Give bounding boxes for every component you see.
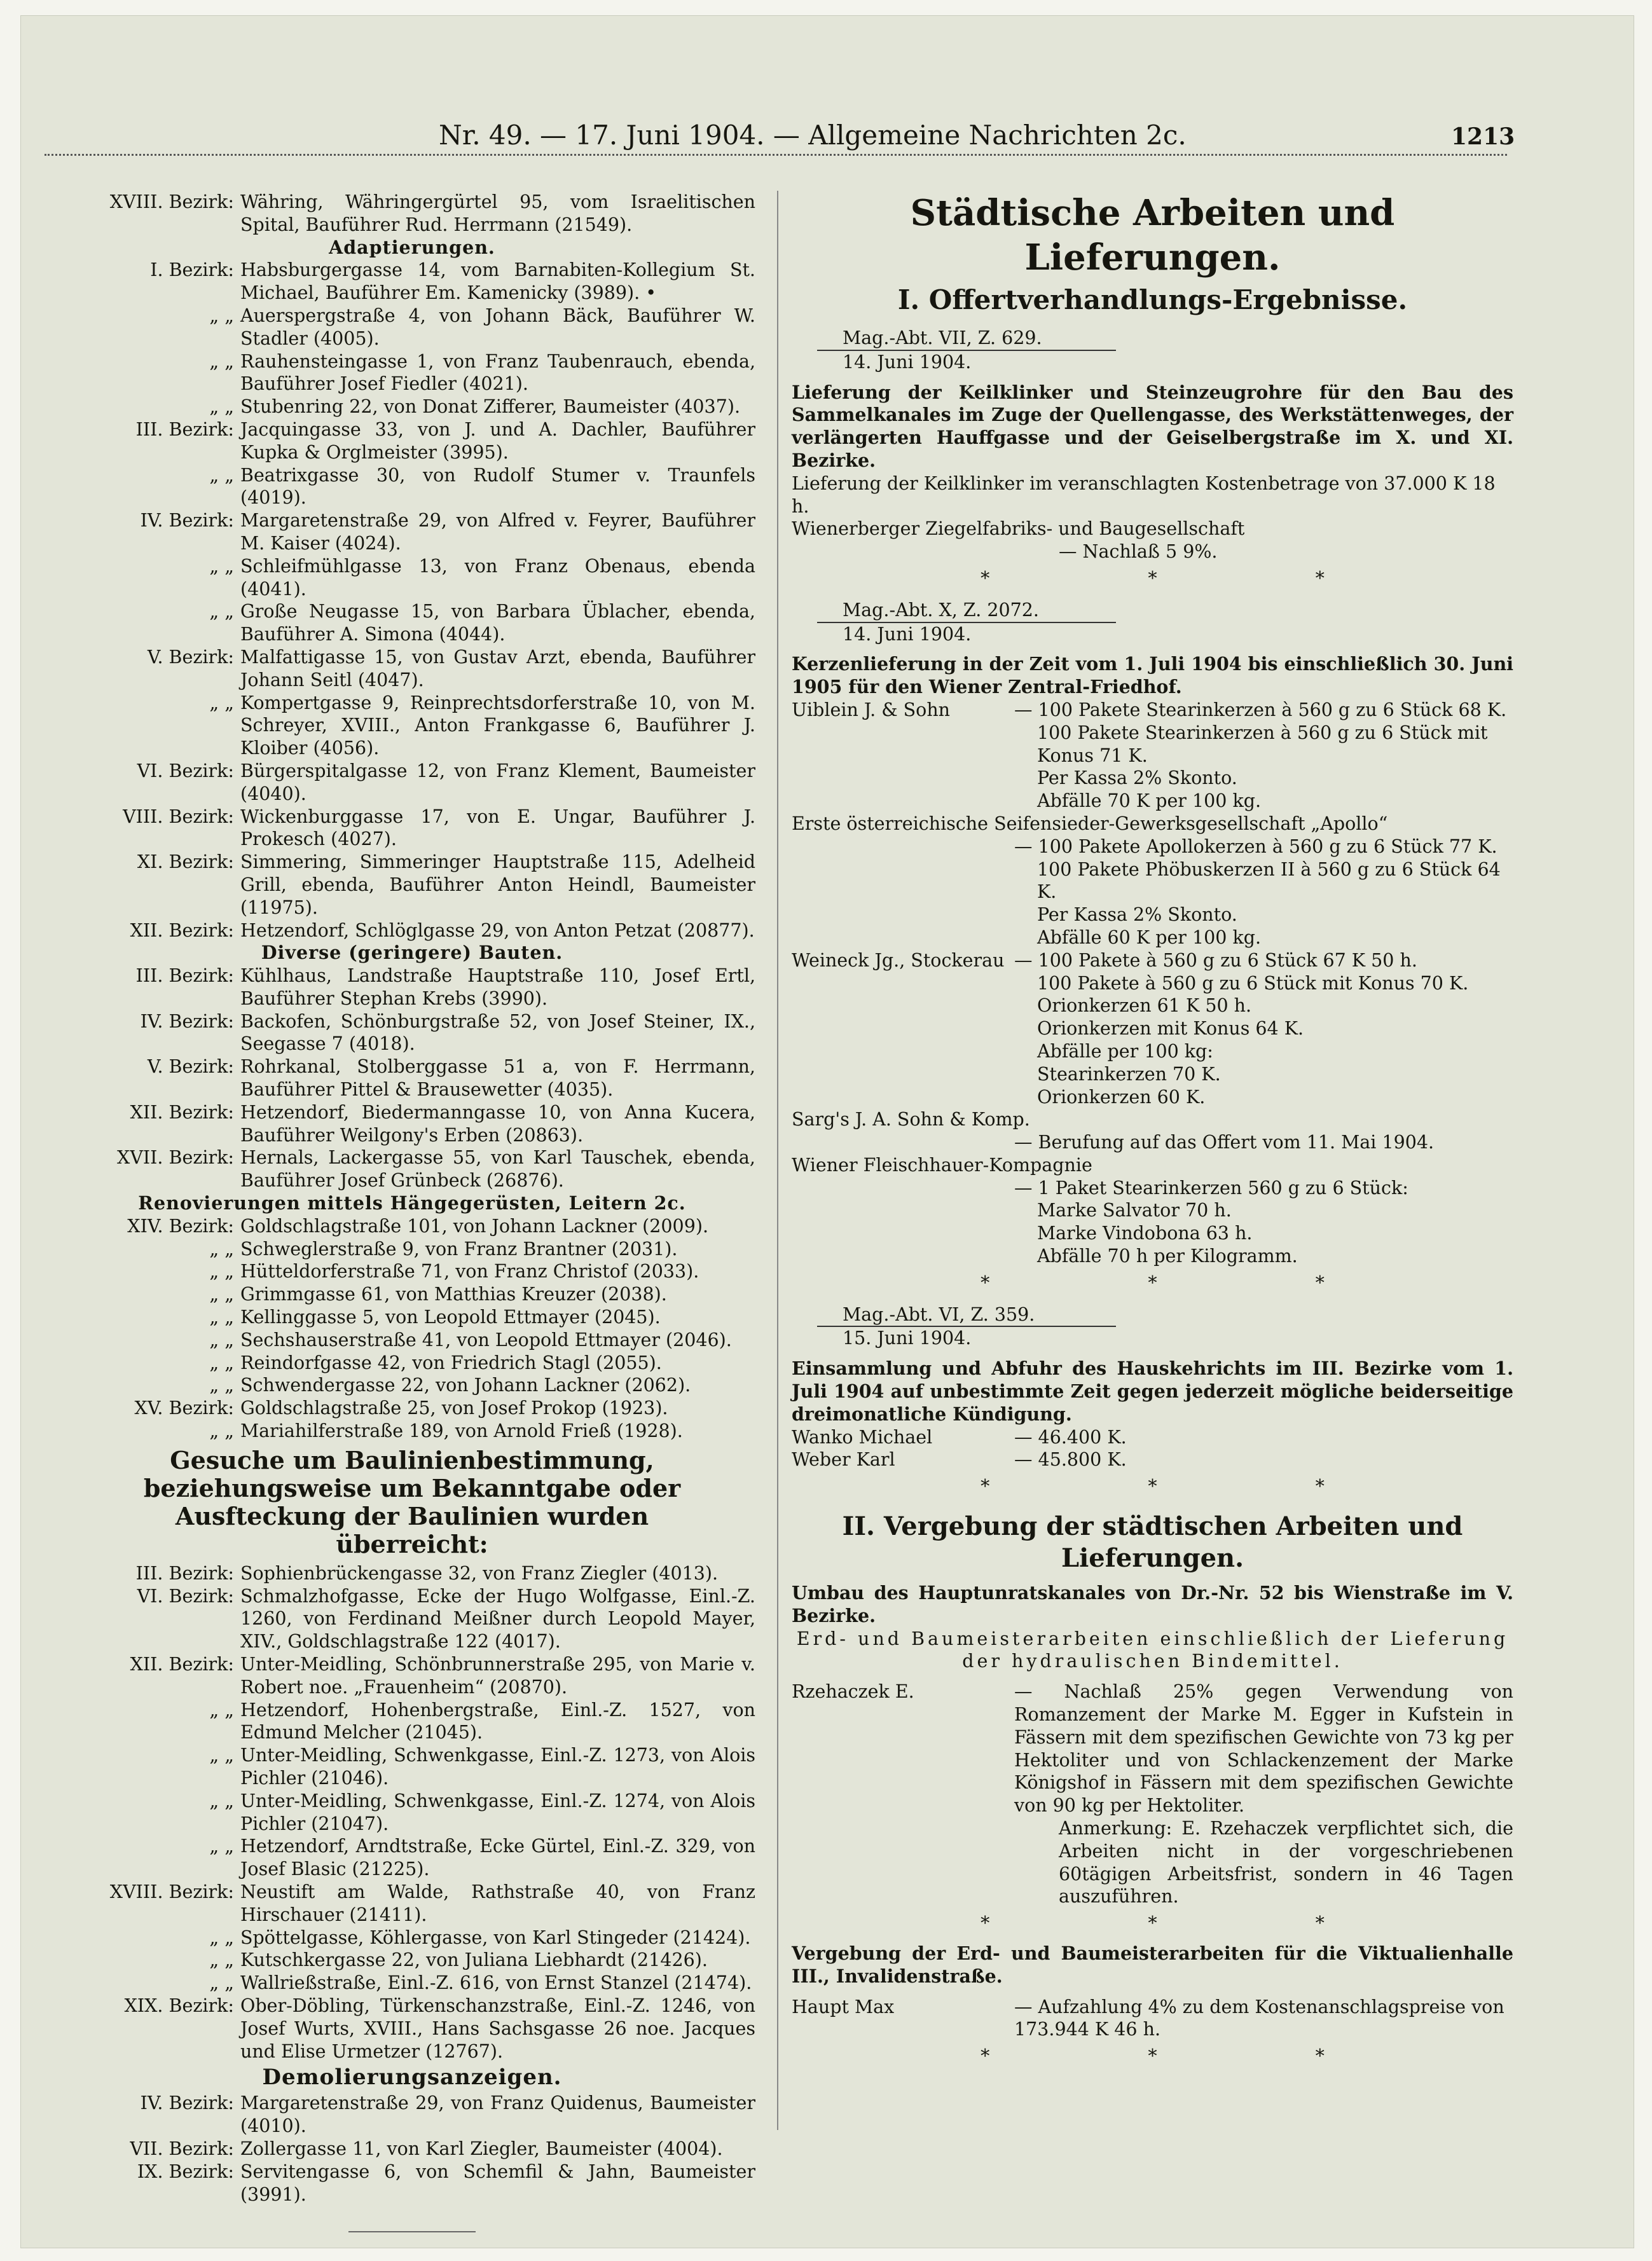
district-label: IV. Bezirk:	[140, 1010, 234, 1032]
page-header	[0, 108, 1652, 165]
offer-line: 100 Pakete Phöbuskerzen II à 560 g zu 6 Stück 64 K.	[1037, 858, 1501, 903]
bidder-name: Rzehaczek E.	[792, 1681, 914, 1703]
district-entry	[69, 1329, 755, 1352]
district-entry	[69, 646, 755, 692]
bidder-offer	[1014, 699, 1513, 813]
district-entry	[69, 259, 755, 305]
district-label: V. Bezirk:	[147, 1056, 234, 1078]
offer-line: — 100 Pakete Stearinkerzen à 560 g zu 6 Stück 68 K.	[1014, 699, 1507, 720]
entry-text: Kutschkergasse 22, von Juliana Liebhardt (21426).	[240, 1949, 708, 1971]
district-label: „ „	[209, 555, 234, 577]
adaptierungen-heading: Adaptierungen.	[329, 236, 495, 258]
district-entry	[69, 1238, 755, 1261]
district-label: „ „	[209, 350, 234, 372]
district-label: VI. Bezirk:	[137, 1585, 234, 1607]
district-entry	[69, 1260, 755, 1283]
section-1-heading: I. Offertverhandlungs-Ergebnisse.	[897, 284, 1408, 315]
district-entry	[69, 760, 755, 806]
offer-line: — Berufung auf das Offert vom 11. Mai 1904.	[1014, 1132, 1435, 1153]
district-label: „ „	[209, 305, 234, 326]
district-label: „ „	[209, 1745, 234, 1766]
district-label: XIX. Bezirk:	[124, 1995, 234, 2016]
adaptierungen-list	[69, 259, 755, 942]
offer-line: Stearinkerzen 70 K.	[1037, 1063, 1221, 1085]
bidder-name: Wanko Michael	[792, 1426, 933, 1448]
block-1-line: Lieferung der Keilklinker im veranschlagten Kostenbetrage von 37.000 K 18 h.	[792, 472, 1496, 517]
column-divider	[777, 191, 778, 2130]
offer-line: Abfälle 60 K per 100 kg.	[1037, 926, 1262, 948]
left-column	[69, 191, 755, 2232]
header-rule	[45, 154, 1507, 156]
district-entry	[69, 692, 755, 760]
district-entry	[69, 1699, 755, 1745]
offer-line: Per Kassa 2% Skonto.	[1037, 767, 1237, 789]
entry-text: Goldschlagstraße 25, von Josef Prokop (1923).	[240, 1398, 668, 1419]
separator-stars: * * *	[981, 567, 1401, 589]
district-label: „ „	[209, 1927, 234, 1948]
district-entry	[69, 1927, 755, 1949]
district-entry	[69, 1995, 755, 2063]
district-entry	[69, 1101, 755, 1147]
district-label: III. Bezirk:	[135, 1562, 234, 1584]
bidder-name: Weineck Jg., Stockerau	[792, 949, 1005, 971]
bidder-offer: — Aufzahlung 4% zu dem Kostenanschlagspreise von 173.944 K 46 h.	[1014, 1996, 1504, 2040]
entry-text: Wickenburggasse 17, von E. Ungar, Bauführer J. Prokesch (4027).	[240, 806, 755, 850]
end-rule	[348, 2231, 476, 2232]
bidder-offer	[792, 1131, 1513, 1154]
separator-stars: * * *	[981, 1272, 1401, 1293]
bidder-name: Sarg's J. A. Sohn & Komp.	[792, 1109, 1030, 1130]
offer-line: 100 Pakete Stearinkerzen à 560 g zu 6 Stück mit Konus 71 K.	[1037, 722, 1488, 766]
bidder-name: Wiener Fleischhauer-Kompagnie	[792, 1154, 1092, 1176]
district-label: XI. Bezirk:	[137, 851, 234, 873]
district-entry	[69, 191, 755, 237]
offer-row	[792, 1996, 1513, 2042]
bidder-offer: — 46.400 K.	[1014, 1426, 1127, 1448]
district-entry	[69, 851, 755, 919]
district-label: „ „	[209, 601, 234, 622]
entry-text: Große Neugasse 15, von Barbara Üblacher, ebenda, Bauführer A. Simona (4044).	[240, 601, 755, 645]
entry-text: Servitengasse 6, von Schemfil & Jahn, Baumeister (3991).	[240, 2161, 755, 2205]
district-entry	[69, 1420, 755, 1443]
district-label: „ „	[209, 1949, 234, 1971]
entry-text: Hütteldorferstraße 71, von Franz Christof (2033).	[240, 1261, 699, 1282]
district-entry	[69, 1352, 755, 1375]
block-5	[792, 1942, 1513, 2068]
district-label: „ „	[209, 1261, 234, 1282]
offer-line: 100 Pakete à 560 g zu 6 Stück mit Konus 70 K.	[1037, 972, 1469, 994]
block-2-subject: Kerzenlieferung in der Zeit vom 1. Juli 1904 bis einschließlich 30. Juni 1905 für den Wiener Zentral-Friedhof.	[792, 653, 1513, 698]
block-1	[792, 327, 1513, 590]
district-entry	[69, 1283, 755, 1306]
offer-line: Abfälle 70 K per 100 kg.	[1037, 790, 1262, 812]
district-entry	[69, 1374, 755, 1397]
offer-line: Per Kassa 2% Skonto.	[1037, 904, 1237, 926]
entry-text: Hetzendorf, Schlöglgasse 29, von Anton Petzat (20877).	[240, 919, 755, 941]
district-entry	[69, 1215, 755, 1238]
district-entry	[69, 2138, 755, 2161]
entry-text: Goldschlagstraße 101, von Johann Lackner (2009).	[240, 1215, 709, 1237]
block-4-subject: Umbau des Hauptunratskanales von Dr.-Nr. 52 bis Wienstraße im V. Bezirke.	[792, 1582, 1513, 1626]
renovierungen-list	[69, 1215, 755, 1443]
entry-text: Schweglerstraße 9, von Franz Brantner (2031).	[240, 1238, 678, 1260]
bidder-offer	[1014, 949, 1513, 1109]
district-label: „ „	[209, 1329, 234, 1350]
entry-text: Backofen, Schönburgstraße 52, von Josef Steiner, IX., Seegasse 7 (4018).	[240, 1010, 755, 1055]
offer-line: — 1 Paket Stearinkerzen 560 g zu 6 Stück:	[1014, 1177, 1408, 1199]
offer-row	[792, 1448, 1513, 1471]
bidder-name: Haupt Max	[792, 1996, 895, 2017]
district-label: VII. Bezirk:	[130, 2138, 234, 2159]
bidder-offer	[792, 1177, 1513, 1268]
entry-text: Hetzendorf, Biedermanngasse 10, von Anna Kucera, Bauführer Weilgony's Erben (20863).	[240, 1101, 755, 1146]
district-entry	[69, 1562, 755, 1585]
district-entry	[69, 1397, 755, 1420]
separator-stars: * * *	[981, 1476, 1401, 1497]
district-label: „ „	[209, 1420, 234, 1442]
block-1-firm: Wienerberger Ziegelfabriks- und Baugesellschaft	[792, 518, 1245, 540]
district-label: XVIII. Bezirk:	[109, 191, 234, 212]
block-1-firm-value: — Nachlaß 5 9%.	[1059, 541, 1218, 563]
district-entry	[69, 1744, 755, 1790]
district-label: „ „	[209, 1972, 234, 1994]
bidder-offer	[792, 835, 1513, 949]
district-label: XII. Bezirk:	[130, 1101, 234, 1123]
district-entry	[69, 418, 755, 464]
district-entry	[69, 1146, 755, 1192]
district-label: XV. Bezirk:	[134, 1398, 234, 1419]
entry-text: Schleifmühlgasse 13, von Franz Obenaus, ebenda (4041).	[240, 555, 755, 600]
block-1-ref: Mag.-Abt. VII, Z. 629.	[817, 327, 1116, 351]
district-label: „ „	[209, 1836, 234, 1857]
district-label: „ „	[209, 1790, 234, 1811]
offer-line: — 100 Pakete Apollokerzen à 560 g zu 6 Stück 77 K.	[1014, 835, 1497, 857]
entry-text: Simmering, Simmeringer Hauptstraße 115, Adelheid Grill, ebenda, Bauführer Anton Heindl, Baumeister (11975).	[240, 851, 755, 918]
bidder-name: Weber Karl	[792, 1449, 895, 1471]
offer-line: Orionkerzen 60 K.	[1037, 1086, 1206, 1108]
diverse-list	[69, 965, 755, 1192]
offer-line: Orionkerzen 61 K 50 h.	[1037, 995, 1252, 1017]
district-label: VIII. Bezirk:	[123, 806, 234, 827]
district-entry	[69, 806, 755, 851]
district-label: III. Bezirk:	[135, 418, 234, 440]
district-label: IX. Bezirk:	[137, 2161, 234, 2182]
offer-line: Orionkerzen mit Konus 64 K.	[1037, 1018, 1304, 1040]
block-3-date: 15. Juni 1904.	[843, 1328, 972, 1349]
district-entry	[69, 1949, 755, 1972]
entry-text: Sechshauserstraße 41, von Leopold Ettmayer (2046).	[240, 1329, 732, 1350]
block-4-note: Anmerkung: E. Rzehaczek verpflichtet sich, die Arbeiten nicht in der vorgeschriebenen 60tägigen Arbeitsfrist, sondern in 46 Tagen auszuführen.	[1059, 1818, 1513, 1907]
entry-text: Margaretenstraße 29, von Alfred v. Feyrer, Bauführer M. Kaiser (4024).	[240, 510, 755, 554]
entry-text: Auerspergstraße 4, von Johann Bäck, Bauführer W. Stadler (4005).	[240, 305, 755, 349]
district-label: „ „	[209, 692, 234, 713]
entry-text: Margaretenstraße 29, von Franz Quidenus, Baumeister (4010).	[240, 2093, 755, 2137]
district-entry	[69, 1055, 755, 1101]
entry-text: Ober-Döbling, Türkenschanzstraße, Einl.-Z. 1246, von Josef Wurts, XVIII., Hans Sachsgasse 26 noe. Jacques und Elise Urmetzer (12767).	[240, 1995, 755, 2062]
district-label: I. Bezirk:	[150, 259, 234, 281]
block-3-ref: Mag.-Abt. VI, Z. 359.	[817, 1303, 1116, 1328]
bidder-name: Uiblein J. & Sohn	[792, 699, 951, 720]
district-entry	[69, 1972, 755, 1995]
entry-text: Spöttelgasse, Köhlergasse, von Karl Stingeder (21424).	[240, 1927, 751, 1948]
entry-text: Hetzendorf, Hohenbergstraße, Einl.-Z. 1527, von Edmund Melcher (21045).	[240, 1699, 755, 1743]
demolierung-list	[69, 2092, 755, 2206]
bidder-offer: — 45.800 K.	[1014, 1449, 1127, 1471]
entry-text: Neustift am Walde, Rathstraße 40, von Franz Hirschauer (21411).	[240, 1881, 755, 1925]
offer-line: Abfälle 70 h per Kilogramm.	[1037, 1246, 1298, 1267]
district-label: IV. Bezirk:	[140, 2093, 234, 2114]
district-entry	[69, 305, 755, 350]
block-4	[792, 1582, 1513, 1935]
top-entries	[69, 191, 755, 237]
district-label: XVIII. Bezirk:	[109, 1881, 234, 1902]
district-entry	[69, 1835, 755, 1881]
separator-stars: * * *	[981, 1913, 1401, 1934]
entry-text: Hetzendorf, Arndtstraße, Ecke Gürtel, Einl.-Z. 329, von Josef Blasic (21225).	[240, 1836, 755, 1880]
district-label: „ „	[209, 1352, 234, 1373]
entry-text: Bürgerspitalgasse 12, von Franz Klement, Baumeister (4040).	[240, 760, 755, 804]
demolierung-heading: Demolierungsanzeigen.	[262, 2065, 562, 2091]
district-entry	[69, 2161, 755, 2206]
section-2-heading: II. Vergebung der städtischen Arbeiten und Lieferungen.	[842, 1511, 1463, 1574]
district-entry	[69, 1585, 755, 1653]
district-label: „ „	[209, 1699, 234, 1721]
right-column	[792, 191, 1513, 2072]
entry-text: Unter-Meidling, Schwenkgasse, Einl.-Z. 1274, von Alois Pichler (21047).	[240, 1790, 755, 1834]
district-entry	[69, 1790, 755, 1836]
entry-text: Stubenring 22, von Donat Zifferer, Baumeister (4037).	[240, 396, 741, 418]
entry-text: Schwendergasse 22, von Johann Lackner (2062).	[240, 1375, 691, 1396]
entry-text: Unter-Meidling, Schwenkgasse, Einl.-Z. 1273, von Alois Pichler (21046).	[240, 1745, 755, 1789]
offer-line: — 100 Pakete à 560 g zu 6 Stück 67 K 50 h.	[1014, 949, 1417, 971]
district-label: „ „	[209, 1375, 234, 1396]
offer-row	[792, 1680, 1513, 1817]
entry-text: Malfattigasse 15, von Gustav Arzt, ebenda, Bauführer Johann Seitl (4047).	[240, 646, 755, 691]
offer-row	[792, 949, 1513, 1109]
running-title: Nr. 49. — 17. Juni 1904. — Allgemeine Nachrichten 2c.	[439, 120, 1187, 151]
offer-line: Marke Vindobona 63 h.	[1037, 1223, 1253, 1244]
district-label: „ „	[209, 1238, 234, 1260]
block-3-subject: Einsammlung und Abfuhr des Hauskehrichts im III. Bezirke vom 1. Juli 1904 auf unbestimmte Zeit gegen jederzeit mögliche beiderseitige dreimonatliche Kündigung.	[792, 1357, 1513, 1425]
block-1-subject: Lieferung der Keilklinker und Steinzeugrohre für den Bau des Sammelkanales im Zuge der Quellengasse, des Werkstättenweges, der verlängerten Hauffgasse und der Geiselbergstraße im X. und XI. Bezirke.	[792, 381, 1513, 471]
entry-text: Mariahilferstraße 189, von Arnold Frieß (1928).	[240, 1420, 683, 1442]
district-label: IV. Bezirk:	[140, 510, 234, 532]
district-label: V. Bezirk:	[147, 646, 234, 668]
entry-text: Rohrkanal, Stolberggasse 51 a, von F. Herrmann, Bauführer Pittel & Brausewetter (4035).	[240, 1056, 755, 1101]
entry-text: Währing, Währingergürtel 95, vom Israelitischen Spital, Bauführer Rud. Herrmann (21549).	[240, 191, 755, 235]
offer-row	[792, 1426, 1513, 1449]
district-entry	[69, 1306, 755, 1329]
separator-stars: * * *	[981, 2045, 1401, 2067]
block-5-subject: Vergebung der Erd- und Baumeisterarbeiten für die Viktualienhalle III., Invalidenstraße.	[792, 1942, 1513, 1987]
district-label: XII. Bezirk:	[130, 919, 234, 941]
district-label: III. Bezirk:	[135, 965, 234, 987]
district-entry	[69, 350, 755, 396]
gesuche-heading: Gesuche um Baulinienbestimmung, beziehungsweise um Bekanntgabe oder Ausfteckung der Baulinien wurden überreicht:	[143, 1445, 681, 1558]
entry-text: Hernals, Lackergasse 55, von Karl Tauschek, ebenda, Bauführer Josef Grünbeck (26876).	[240, 1147, 755, 1192]
district-entry	[69, 1653, 755, 1699]
entry-text: Zollergasse 11, von Karl Ziegler, Baumeister (4004).	[240, 2138, 723, 2159]
bidder-offer: — Nachlaß 25% gegen Verwendung von Romanzement der Marke M. Egger in Kufstein in Fässern mit dem spezifischen Gewichte von 73 kg per Hektoliter und von Schlackenzement der Marke Königshof in Fässern mit dem spezifischen Gewichte von 90 kg per Hektoliter.	[1014, 1681, 1513, 1817]
entry-text: Schmalzhofgasse, Ecke der Hugo Wolfgasse, Einl.-Z. 1260, von Ferdinand Meißner durch Leopold Mayer, XIV., Goldschlagstraße 122 (4017).	[240, 1585, 755, 1653]
district-entry	[69, 2092, 755, 2138]
district-label: XII. Bezirk:	[130, 1654, 234, 1675]
entry-text: Sophienbrückengasse 32, von Franz Ziegler (4013).	[240, 1562, 719, 1584]
entry-text: Rauhensteingasse 1, von Franz Taubenrauch, ebenda, Bauführer Josef Fiedler (4021).	[240, 350, 755, 395]
gesuche-list	[69, 1562, 755, 2063]
block-1-date: 14. Juni 1904.	[843, 351, 972, 373]
district-entry	[69, 1010, 755, 1056]
offer-row	[792, 699, 1513, 813]
entry-text: Beatrixgasse 30, von Rudolf Stumer v. Traunfels (4019).	[240, 464, 755, 509]
entry-text: Habsburgergasse 14, vom Barnabiten-Kollegium St. Michael, Bauführer Em. Kamenicky (3989). •	[240, 259, 755, 304]
bidder-name: Erste österreichische Seifensieder-Gewerksgesellschaft „Apollo“	[792, 813, 1388, 834]
entry-text: Grimmgasse 61, von Matthias Kreuzer (2038).	[240, 1284, 667, 1305]
offer-line: Marke Salvator 70 h.	[1037, 1200, 1232, 1221]
block-2-ref: Mag.-Abt. X, Z. 2072.	[817, 599, 1116, 623]
district-entry	[69, 509, 755, 555]
block-3-rows	[792, 1426, 1513, 1472]
district-entry	[69, 555, 755, 601]
renovierungen-heading: Renovierungen mittels Hängegerüsten, Leitern 2c.	[138, 1192, 686, 1214]
district-label: „ „	[209, 464, 234, 486]
block-2	[792, 599, 1513, 1295]
district-entry	[69, 965, 755, 1010]
district-entry	[69, 600, 755, 646]
district-label: „ „	[209, 1284, 234, 1305]
entry-text: Kellinggasse 5, von Leopold Ettmayer (2045).	[240, 1307, 661, 1328]
district-label: XVII. Bezirk:	[117, 1147, 234, 1169]
entry-text: Kompertgasse 9, Reinprechtsdorferstraße 10, von M. Schreyer, XVIII., Anton Frankgasse 6, Bauführer J. Kloiber (4056).	[240, 692, 755, 759]
block-4-subtitle: Erd- und Baumeisterarbeiten einschließlich der Lieferung der hydraulischen Bindemittel.	[796, 1628, 1509, 1672]
district-entry	[69, 919, 755, 942]
section-title: Städtische Arbeiten und Lieferungen.	[910, 192, 1395, 278]
entry-text: Kühlhaus, Landstraße Hauptstraße 110, Josef Ertl, Bauführer Stephan Krebs (3990).	[240, 965, 755, 1009]
block-3	[792, 1303, 1513, 1498]
page-number: 1213	[1451, 123, 1515, 150]
district-entry	[69, 464, 755, 510]
entry-text: Reindorfgasse 42, von Friedrich Stagl (2055).	[240, 1352, 662, 1373]
district-entry	[69, 395, 755, 418]
district-label: „ „	[209, 396, 234, 418]
entry-text: Wallrießstraße, Einl.-Z. 616, von Ernst Stanzel (21474).	[240, 1972, 752, 1994]
district-label: XIV. Bezirk:	[127, 1215, 234, 1237]
district-label: „ „	[209, 1307, 234, 1328]
district-entry	[69, 1881, 755, 1927]
entry-text: Unter-Meidling, Schönbrunnerstraße 295, von Marie v. Robert noe. „Frauenheim“ (20870).	[240, 1654, 755, 1698]
block-2-date: 14. Juni 1904.	[843, 623, 972, 645]
diverse-heading: Diverse (geringere) Bauten.	[261, 942, 563, 964]
offer-line: Abfälle per 100 kg:	[1037, 1040, 1213, 1062]
district-label: VI. Bezirk:	[137, 760, 234, 781]
entry-text: Jacquingasse 33, von J. und A. Dachler, Bauführer Kupka & Orglmeister (3995).	[240, 418, 755, 463]
